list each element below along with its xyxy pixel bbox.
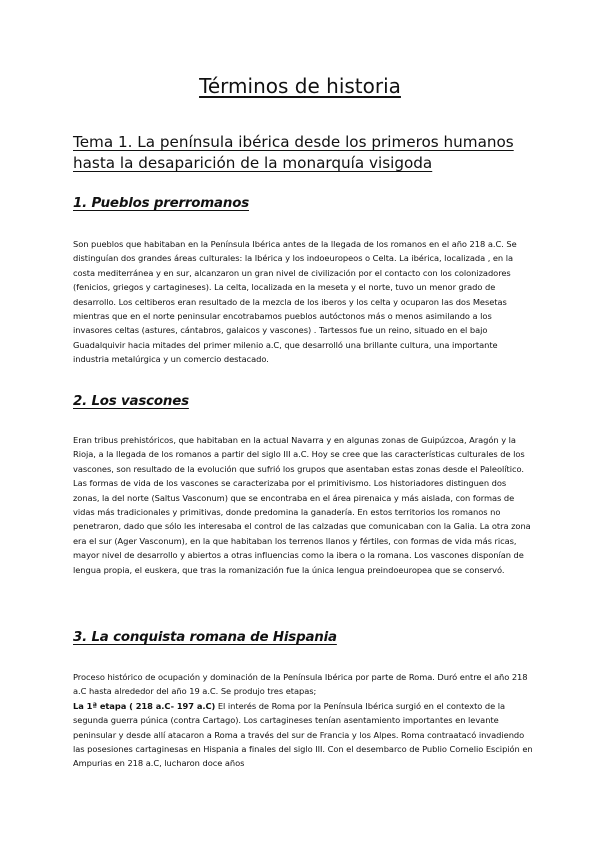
- section-body-vascones: [73, 433, 533, 577]
- tema-heading: Tema 1. La península ibérica desde los primeros humanos hasta la desaparición de la monarquía visigoda: [73, 133, 514, 172]
- stage-text: El interés de Roma por la Península Ibérica surgió en el contexto de la segunda guerra púnica (contra Cartago). Los cartagineses tenían asentamiento importantes en levante peninsular y desde allí atacaron a Roma a través del sur de Francia y los Alpes. Roma contraatacó invadiendo las posesiones cartaginesas en Hispania a finales del siglo III. Con el desembarco de Publio Cornelio Escipión en Ampurias en 218 a.C, lucharon doce años: [73, 700, 533, 769]
- paragraph-intro: Proceso histórico de ocupación y dominación de la Península Ibérica por parte de Roma. Duró entre el año 218 a.C hasta alrededor del año 19 a.C. Se produjo tres etapas;: [73, 672, 528, 697]
- section-heading-pueblos-prerromanos: 1. Pueblos prerromanos: [73, 196, 249, 211]
- document-title: Términos de historia: [199, 74, 401, 98]
- section-body-pueblos-prerromanos: [73, 237, 533, 367]
- paragraph-stage-1: [73, 699, 533, 771]
- paragraph: Son pueblos que habitaban en la Península Ibérica antes de la llegada de los romanos en el año 218 a.C. Se distinguían dos grandes áreas culturales: la Ibérica y los indoeuropeos o Celta. La ibérica, localizada , en la costa mediterránea y en sur, alcanzaron un gran nivel de civilización por el contacto con los colonizadores (fenicios, griegos y cartagineses). La celta, localizada en la meseta y el norte, tuvo un menor grado de desarrollo. Los celtiberos eran resultado de la mezcla de los iberos y los celta y ocuparon las dos Mesetas mientras que en el norte peninsular encotrabamos pueblos autóctonos más o menos asimilando a los invasores celtas (astures, cántabros, galaicos y vascones) . Tartessos fue un reino, situado en el bajo Guadalquivir hacia mitades del primer milenio a.C, que desarrolló una brillante cultura, una importante industria metalúrgica y un comercio destacado.: [73, 239, 517, 365]
- stage-label: La 1ª etapa ( 218 a.C- 197 a.C): [73, 700, 216, 711]
- section-body-conquista-romana: [73, 670, 533, 771]
- section-heading-conquista-romana: 3. La conquista romana de Hispania: [73, 630, 337, 645]
- paragraph: Eran tribus prehistóricos, que habitaban en la actual Navarra y en algunas zonas de Guipúzcoa, Aragón y la Rioja, a la llegada de los romanos a partir del siglo III a.C. Hoy se cree que las características culturales de los vascones, son resultado de la evolución que sufrió los grupos que asentaban estas zonas desde el Paleolítico. Las formas de vida de los vascones se caracterizaba por el primitivismo. Los historiadores distinguen dos zonas, la del norte (Saltus Vasconum) que se encontraba en el área pirenaica y más aislada, con formas de vidas más tradicionales y primitivas, donde predomina la ganadería. En estos territorios los romanos no penetraron, dado que sólo les interesaba el control de las calzadas que comunicaban con la Galia. La otra zona era el sur (Ager Vasconum), en la que habitaban los terrenos llanos y fértiles, con formas de vida más ricas, mayor nivel de desarrollo y abiertos a otras influencias como la ibera o la romana. Los vascones disponían de lengua propia, el euskera, que tras la romanización fue la única lengua preindoeuropea que se conservó.: [73, 435, 531, 575]
- section-heading-vascones: 2. Los vascones: [73, 394, 189, 409]
